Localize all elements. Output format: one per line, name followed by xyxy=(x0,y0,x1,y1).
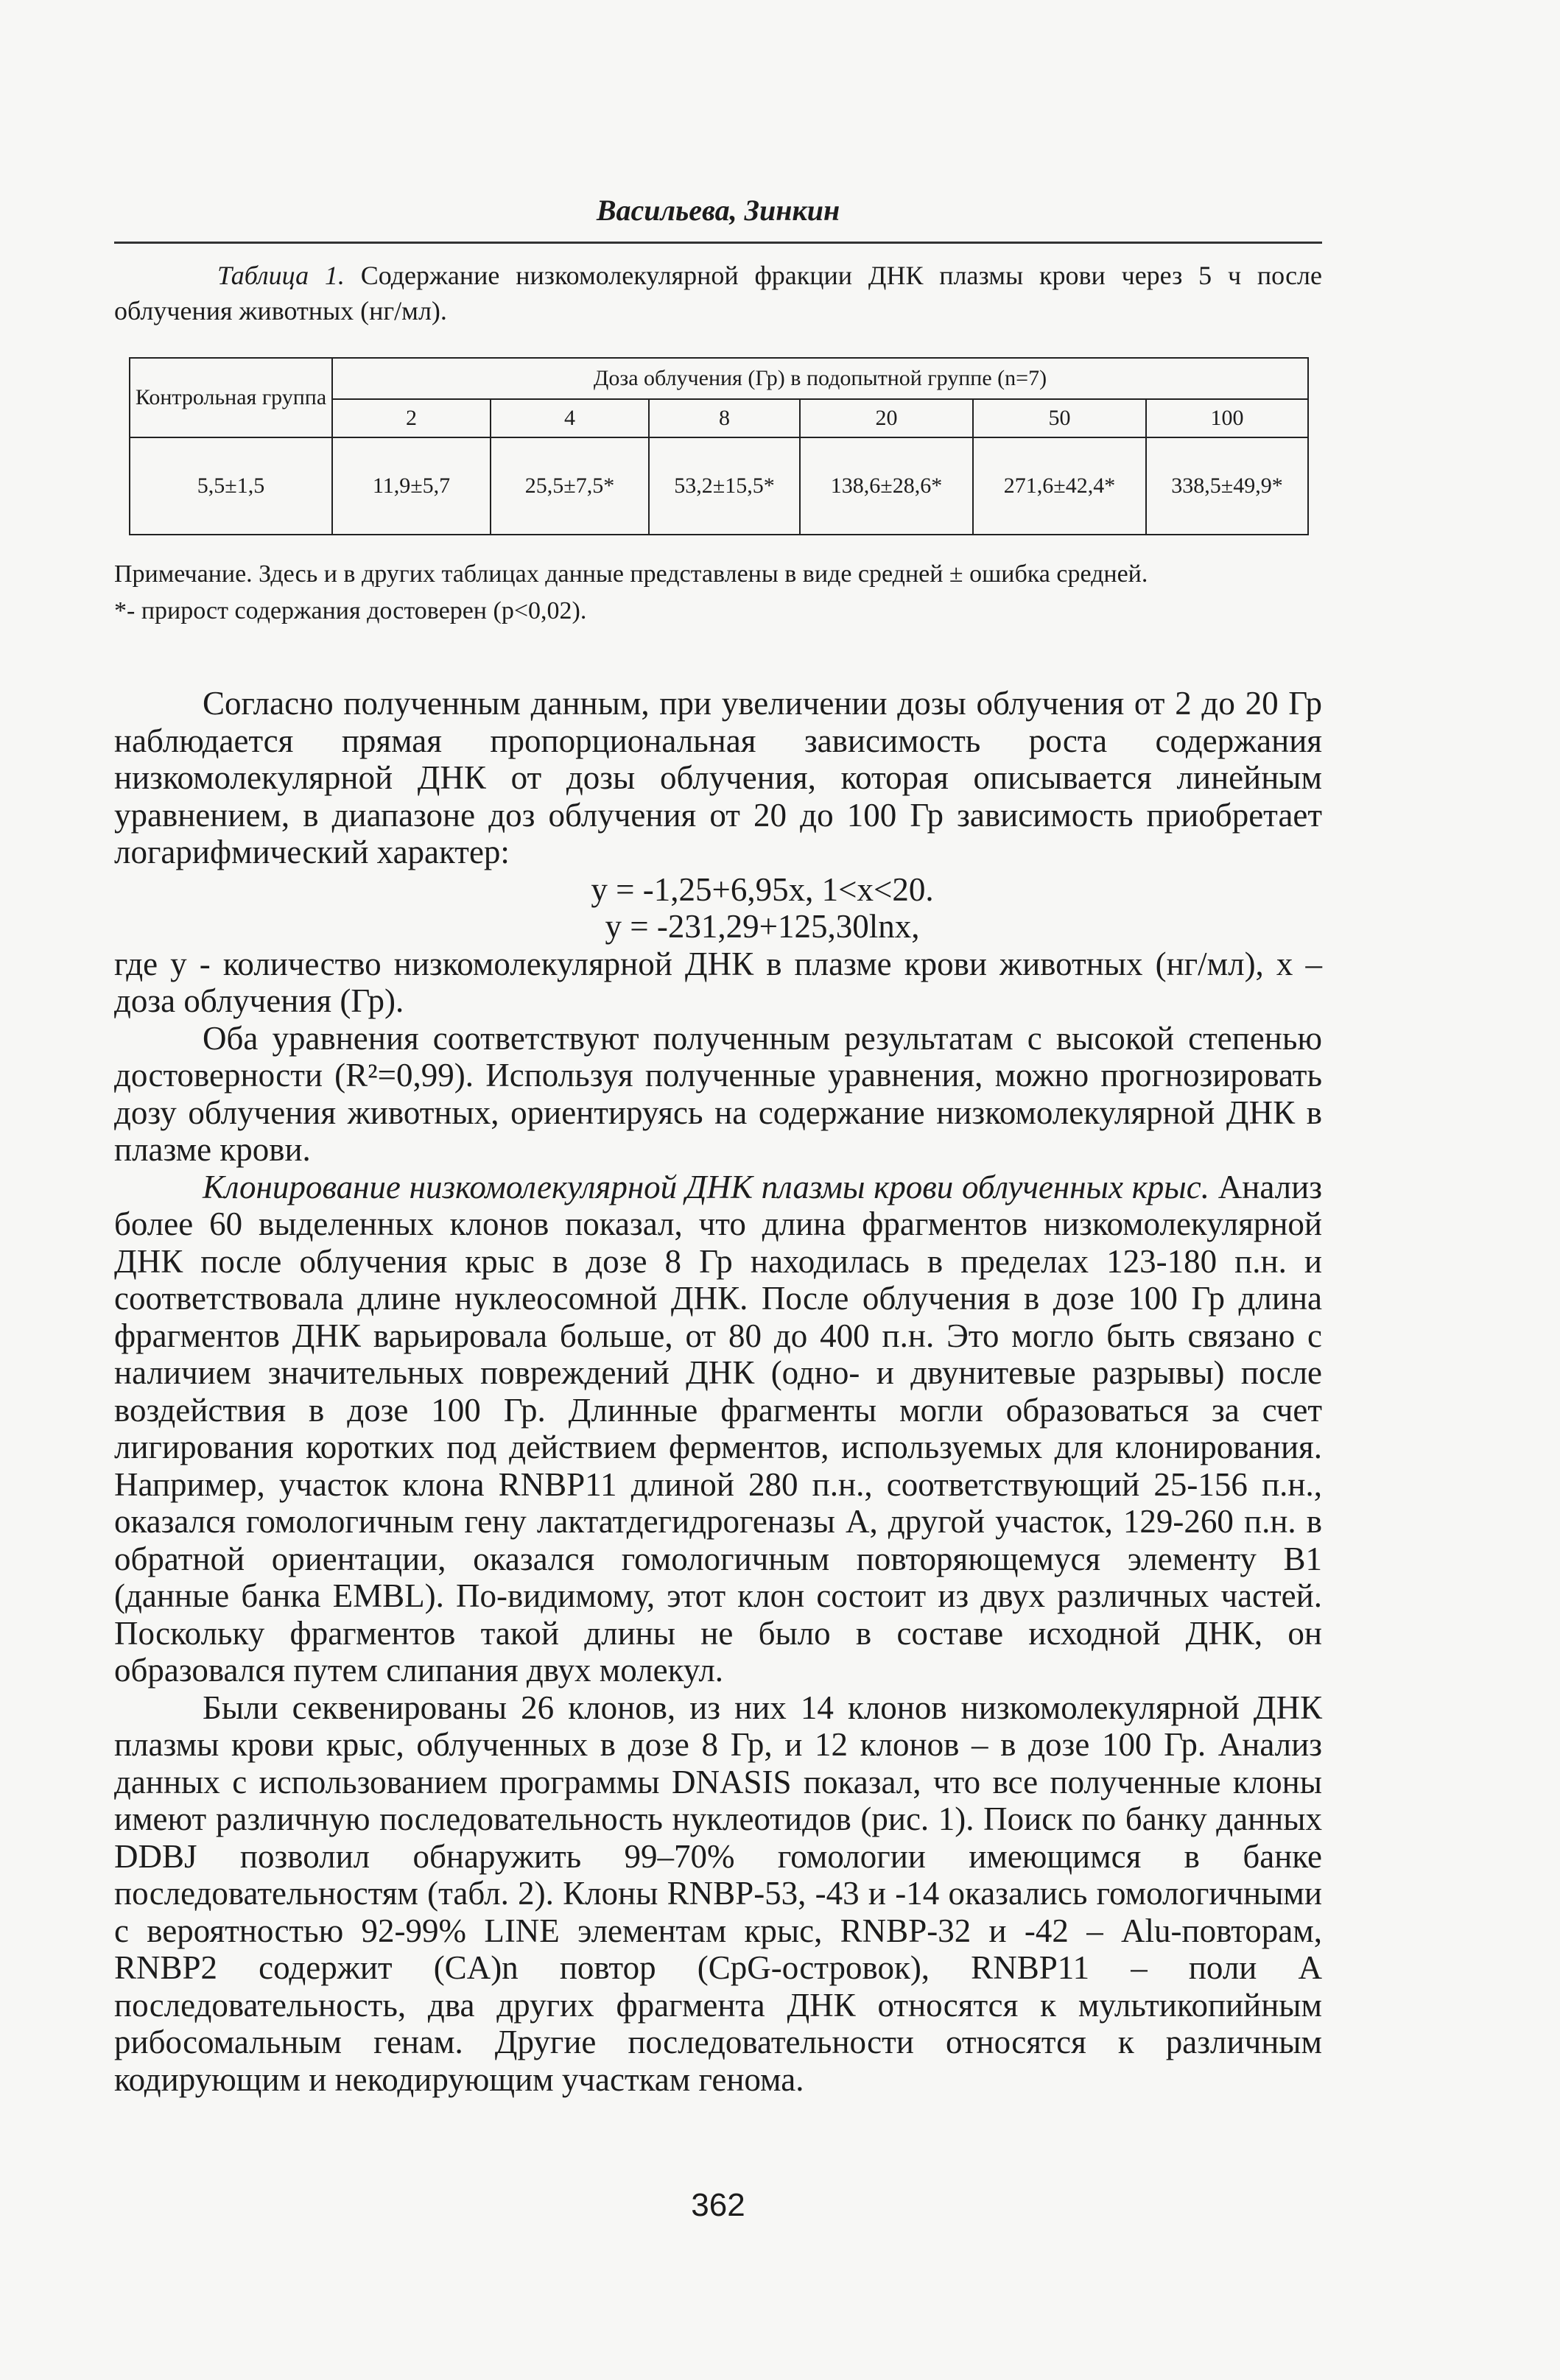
table-note-line: *- прирост содержания достоверен (p<0,02). xyxy=(114,597,587,624)
section-heading: Клонирование низкомолекулярной ДНК плазмы крови облученных крыс. xyxy=(203,1168,1209,1205)
table-caption-text: Содержание низкомолекулярной фракции ДНК плазмы крови через 5 ч после облучения животных (нг/мл). xyxy=(114,261,1323,325)
dose-cell: 20 xyxy=(800,399,973,437)
paragraph: Согласно полученным данным, при увеличении дозы облучения от 2 до 20 Гр наблюдается прямая пропорциональная зависимость роста содержания низкомолекулярной ДНК от дозы облучения, которая описывается линейным уравнением, в диапазоне доз облучения от 20 до 100 Гр зависимость приобретает логарифмический характер: xyxy=(114,685,1322,870)
equation-linear: y = -1,25+6,95x, 1<x<20. xyxy=(591,870,934,908)
value-cell: 138,6±28,6* xyxy=(800,437,973,535)
paragraph: Были секвенированы 26 клонов, из них 14 клонов низкомолекулярной ДНК плазмы крови крыс, облученных в дозе 8 Гр, и 12 клонов – в дозе 100 Гр. Анализ данных с использованием программы DNASIS показал, что все полученные клоны имеют различную последовательность нуклеотидов (рис. 1). Поиск по банку данных DDBJ позволил обнаружить 99–70% гомологии имеющимся в банке последовательностям (табл. 2). Клоны RNBP-53, -43 и -14 оказались гомологичными с вероятностью 92-99% LINE элементам крыс, RNBP-32 и -42 – Alu-повторам, RNBP2 содержит (CA)n повтор (CpG-островок), RNBP11 – поли A последовательность, два других фрагмента ДНК относятся к мультикопийным рибосомальным генам. Другие последовательности относятся к различным кодирующим и некодирующим участкам генома. xyxy=(114,1689,1322,2098)
data-table xyxy=(129,357,1309,535)
control-group-header: Контрольная группа xyxy=(130,358,332,437)
page-number: 362 xyxy=(691,2187,745,2223)
value-cell: 271,6±42,4* xyxy=(973,437,1146,535)
control-value-cell: 5,5±1,5 xyxy=(130,437,332,535)
value-cell: 53,2±15,5* xyxy=(649,437,800,535)
dose-cell: 100 xyxy=(1146,399,1308,437)
table-note xyxy=(114,556,1322,630)
dose-cell: 8 xyxy=(649,399,800,437)
paragraph xyxy=(114,1169,1322,1689)
dose-cell: 2 xyxy=(332,399,491,437)
running-head: Васильева, Зинкин xyxy=(596,194,840,227)
dose-header: Доза облучения (Гр) в подопытной группе (n=7) xyxy=(332,358,1308,399)
equation-log: y = -231,29+125,30lnx, xyxy=(605,908,920,945)
table-note-line: Примечание. Здесь и в других таблицах данные представлены в виде средней ± ошибка средней. xyxy=(114,560,1148,588)
value-cell: 11,9±5,7 xyxy=(332,437,491,535)
value-cell: 25,5±7,5* xyxy=(491,437,649,535)
paragraph: Оба уравнения соответствуют полученным результатам с высокой степенью достоверности (R²=0,99). Используя полученные уравнения, можно прогнозировать дозу облучения животных, ориентируясь на содержание низкомолекулярной ДНК в плазме крови. xyxy=(114,1019,1322,1168)
body-text xyxy=(114,685,1322,2098)
table-caption-label: Таблица 1. xyxy=(217,261,345,290)
paragraph-text: Анализ более 60 выделенных клонов показал, что длина фрагментов низкомолекулярной ДНК после облучения крыс в дозе 8 Гр находилась в пределах 123-180 п.н. и соответствовала длине нуклеосомной ДНК. После облучения в дозе 100 Гр длина фрагментов ДНК варьировала больше, от 80 до 400 п.н. Это могло быть связано с наличием значительных повреждений ДНК (одно- и двунитевые разрывы) после воздействия в дозе 100 Гр. Длинные фрагменты могли образоваться за счет лигирования коротких под действием ферментов, используемых для клонирования. Например, участок клона RNBP11 длиной 280 п.н., соответствующий 25-156 п.н., оказался гомологичным гену лактатдегидрогеназы A, другой участок, 129-260 п.н. в обратной ориентации, оказался гомологичным повторяющемуся элементу B1 (данные банка EMBL). По-видимому, этот клон состоит из двух различных частей. Поскольку фрагментов такой длины не было в составе исходной ДНК, он образовался путем слипания двух молекул. xyxy=(114,1168,1322,1689)
dose-cell: 50 xyxy=(973,399,1146,437)
value-cell: 338,5±49,9* xyxy=(1146,437,1308,535)
table-caption xyxy=(114,258,1322,328)
dose-cell: 4 xyxy=(491,399,649,437)
header-rule xyxy=(114,242,1322,244)
paragraph: где y - количество низкомолекулярной ДНК в плазме крови животных (нг/мл), x – доза облучения (Гр). xyxy=(114,945,1322,1019)
